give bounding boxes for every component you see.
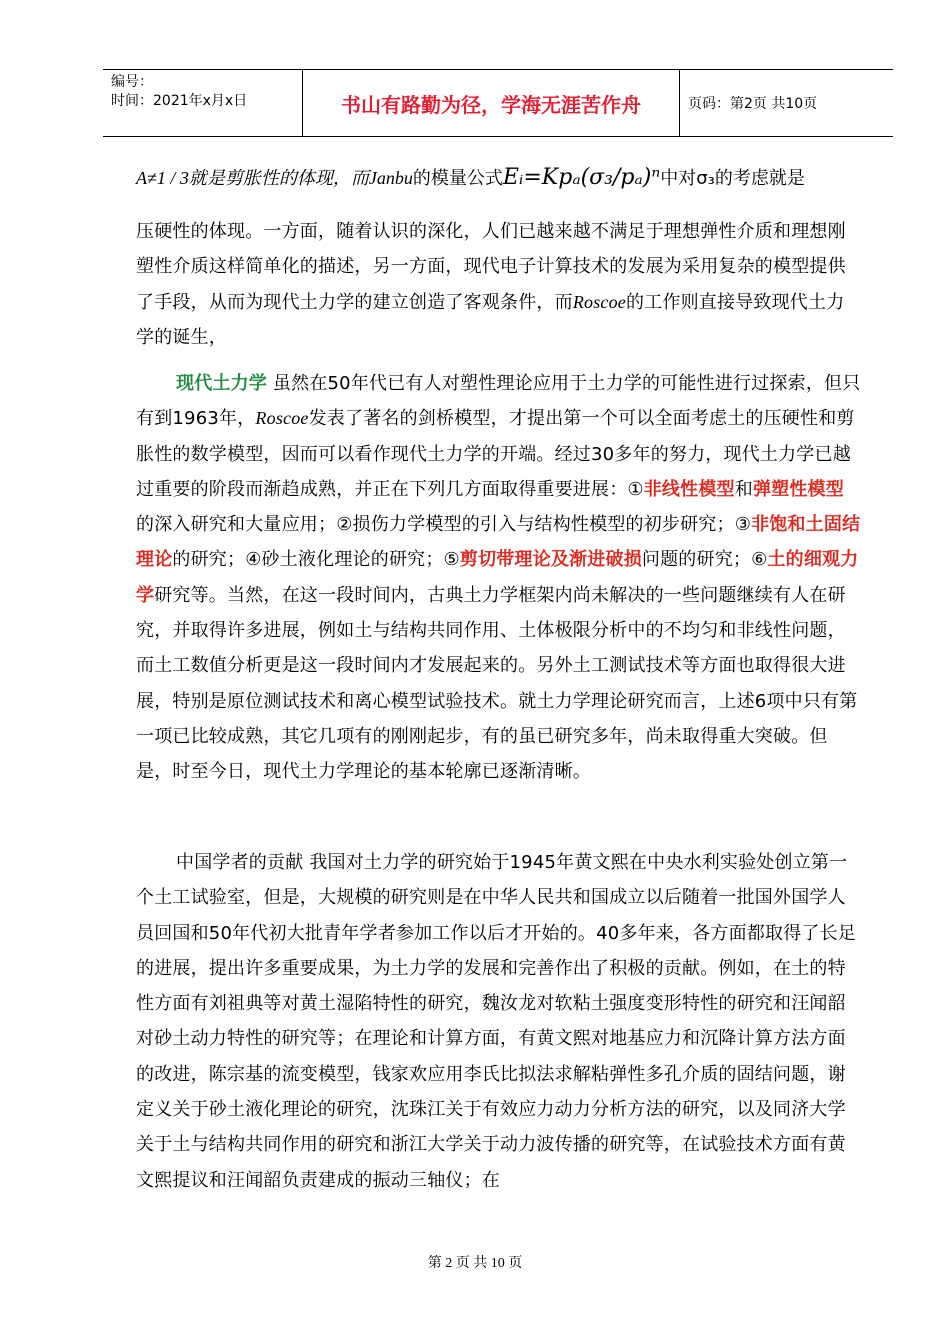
paragraph-2-a: 虽然在50年代已有人对塑性理论应用于土力学的可能性进行过探索，但只有到1963年， bbox=[136, 373, 861, 430]
paragraph-2-d: 的深入研究和大量应用；②损伤力学模型的引入与结构性模型的初步研究；③ bbox=[136, 514, 752, 536]
time-label: 时间：2021年x月x日 bbox=[111, 93, 248, 109]
header-motto: 书山有路勤为径，学海无涯苦作舟 bbox=[303, 70, 680, 136]
highlight-unsaturated-consolidation: 非饱和土固结理论 bbox=[136, 514, 861, 571]
paragraph-2-e: 的研究；④砂土液化理论的研究；⑤ bbox=[172, 549, 460, 571]
highlight-elastoplastic-model: 弹塑性模型 bbox=[752, 478, 844, 500]
paragraph-2-c: 和 bbox=[734, 478, 753, 500]
janbu-name: Janbu bbox=[368, 168, 413, 188]
paragraph-3-text: 中国学者的贡献 我国对土力学的研究始于1945年黄文熙在中央水利实验处创立第一个土工试验室，但是，大规模的研究则是在中华人民共和国成立以后随着一批国外国学人员回国和50年代初大批青年学者参加工作以后才开始的。40多年来，各方面都取得了长足的进展，提出许多重要成果，为土力学的发展和完善作出了积极的贡献。例如，在土的特性方面有刘祖典等对黄土湿陷特性的研究，魏汝龙对软粘土强度变形特性的研究和汪闻韶对砂土动力特性的研究等；在理论和计算方面，有黄文熙对地基应力和沉降计算方法方面的改进，陈宗基的流变模型，钱家欢应用李氏比拟法求解粘弹性多孔介质的固结问题，谢定义关于砂土液化理论的研究，沈珠江关于有效应力动力分析方法的研究，以及同济大学关于土与结构共同作用的研究和浙江大学关于动力波传播的研究等，在试验技术方面有黄文熙提议和汪闻韶负责建成的振动三轴仪；在 bbox=[136, 852, 857, 1191]
line1-mid: 的模量公式 bbox=[412, 168, 503, 189]
paragraph-2-g: 研究等。当然，在这一段时间内，古典土力学框架内尚未解决的一些问题继续有人在研究，并取得许多进展，例如土与结构共同作用、土体极限分析中的不均匀和非线性问题，而土工数值分析更是这一段时间内才发展起来的。另外土工测试技术等方面也取得很大进展，特别是原位测试技术和离心模型试验技术。就土力学理论研究而言，上述6项中只有第一项已比较成熟，其它几项有的刚刚起步，有的虽已研究多年，尚未取得重大突破。但是，时至今日，现代土力学理论的基本轮廓已逐渐清晰。 bbox=[136, 584, 858, 783]
highlight-nonlinear-model: 非线性模型 bbox=[643, 478, 735, 500]
roscoe-name: Roscoe bbox=[572, 291, 626, 312]
paragraph-1-end: 的工作则直接导致现代土力学的诞生， bbox=[136, 291, 845, 348]
modulus-formula: Eᵢ=Kpₐ(σ₃/pₐ)ⁿ bbox=[502, 165, 661, 190]
page-footer: 第 2 页 共 10 页 bbox=[427, 1256, 523, 1271]
highlight-micromechanics: 土的细观力学 bbox=[136, 549, 859, 606]
paragraph-2-f: 问题的研究；⑥ bbox=[641, 549, 768, 571]
header-page-label: 页码：第2页 共10页 bbox=[688, 96, 818, 112]
highlight-shear-band: 剪切带理论及渐进破损 bbox=[459, 549, 642, 571]
paragraph-1 bbox=[136, 214, 861, 355]
paragraph-2-b: 发表了著名的剑桥模型，才提出第一个可以全面考虑土的压硬性和剪胀性的数学模型，因而可以看作现代土力学的开端。经过30多年的努力，现代土力学已越过重要的阶段而渐趋成熟，并正在下列几方面取得重要进展：① bbox=[136, 408, 855, 500]
paragraph-1-text: 压硬性的体现。一方面，随着认识的深化，人们已越来越不满足于理想弹性介质和理想刚塑性介质这样简单化的描述，另一方面，现代电子计算技术的发展为采用复杂的模型提供了手段，从而为现代土力学的建立创造了客观条件，而 bbox=[136, 221, 846, 313]
line1-start: A≠1 / 3就是剪胀性的体现，而 bbox=[136, 168, 369, 188]
page-header bbox=[103, 69, 893, 137]
code-label: 编号： bbox=[111, 74, 153, 90]
header-info-cell bbox=[103, 70, 303, 136]
paragraph-3 bbox=[136, 845, 861, 1198]
roscoe-name-2: Roscoe bbox=[255, 408, 309, 429]
paragraph-2 bbox=[136, 366, 861, 790]
line1-end: 中对σ₃的考虑就是 bbox=[660, 168, 805, 189]
section-heading-modern: 现代土力学 bbox=[176, 373, 267, 394]
formula-line bbox=[136, 160, 866, 197]
